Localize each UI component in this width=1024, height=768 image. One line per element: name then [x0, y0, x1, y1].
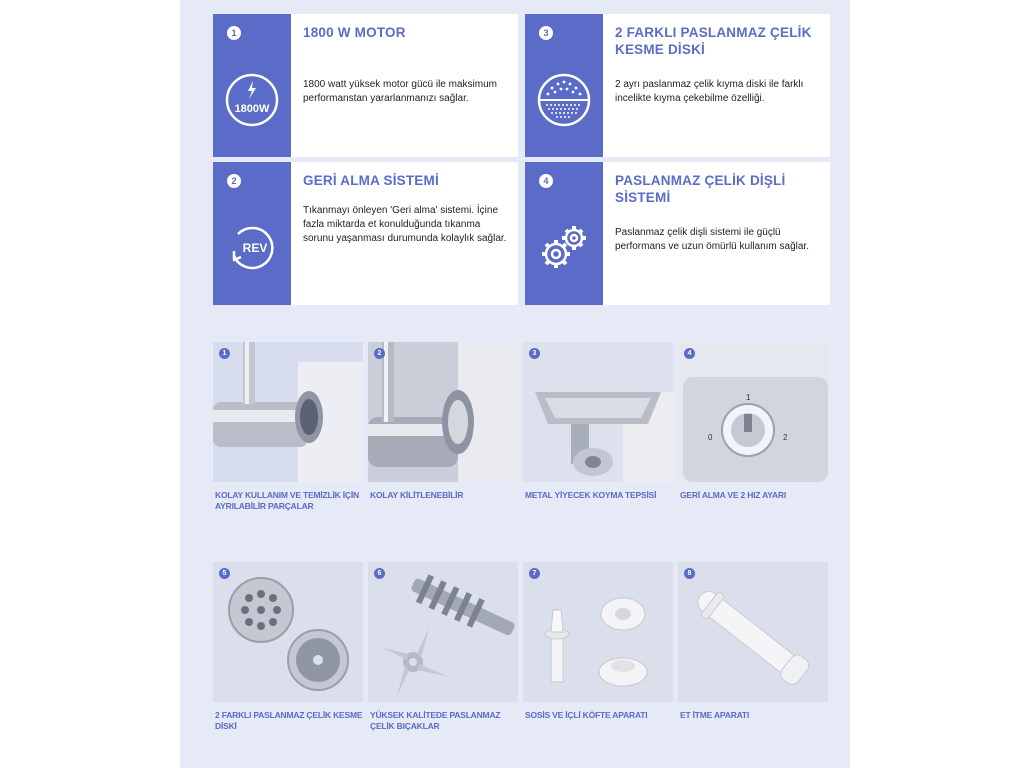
- product-caption: GERİ ALMA VE 2 HIZ AYARI: [680, 490, 787, 500]
- product-number: 3: [529, 348, 540, 359]
- product-caption: YÜKSEK KALİTEDE PASLANMAZ ÇELİK BIÇAKLAR: [370, 710, 501, 731]
- product-caption: ET İTME APARATI: [680, 710, 750, 720]
- feature-number: 1: [227, 26, 241, 40]
- feature-card-motor: [213, 14, 518, 157]
- feature-number: 2: [227, 174, 241, 188]
- product-photo: [368, 342, 518, 482]
- feature-number: 4: [539, 174, 553, 188]
- product-caption: KOLAY KULLANIM VE TEMİZLİK İÇİN AYRILABİLİR PARÇALAR: [215, 490, 359, 511]
- product-caption: KOLAY KİLİTLENEBİLİR: [370, 490, 464, 500]
- product-caption: 2 FARKLI PASLANMAZ ÇELİK KESME DİSKİ: [215, 710, 363, 731]
- feature-description: Tıkanmayı önleyen 'Geri alma' sistemi. İçine fazla miktarda et konulduğunda tıkanma sorunu yaşanması durumunda kolaylık sağlar.: [303, 205, 507, 244]
- cutting-disc-icon: [536, 72, 592, 128]
- feature-title: GERİ ALMA SİSTEMİ: [303, 173, 439, 188]
- product-photo: [678, 562, 828, 702]
- product-feature-panel: [180, 0, 850, 768]
- product-photo: [678, 342, 828, 482]
- feature-title: 1800 W MOTOR: [303, 25, 406, 40]
- feature-description: Paslanmaz çelik dişli sistemi ile güçlü performans ve uzun ömürlü kullanım sağlar.: [615, 227, 809, 252]
- feature-description: 2 ayrı paslanmaz çelik kıyma diski ile farklı incelikte kıyma çekebilme özelliği.: [615, 79, 804, 104]
- feature-card-gears: [525, 162, 830, 305]
- svg-text:2: 2: [783, 433, 788, 442]
- product-number: 2: [374, 348, 385, 359]
- product-caption: SOSİS VE İÇLİ KÖFTE APARATI: [525, 710, 648, 720]
- product-number: 1: [219, 348, 230, 359]
- feature-title: 2 FARKLI PASLANMAZ ÇELİK KESME DİSKİ: [615, 25, 812, 57]
- product-number: 6: [374, 568, 385, 579]
- product-number: 5: [219, 568, 230, 579]
- product-photo: [213, 342, 363, 482]
- feature-title: PASLANMAZ ÇELİK DİŞLİ SİSTEMİ: [615, 173, 786, 205]
- reverse-rev-icon: [224, 220, 280, 276]
- product-number: 8: [684, 568, 695, 579]
- product-number: 4: [684, 348, 695, 359]
- product-photo: [368, 562, 518, 702]
- svg-text:0: 0: [708, 433, 713, 442]
- reverse-icon-label: REV: [242, 241, 268, 255]
- product-caption: METAL YİYECEK KOYMA TEPSİSİ: [525, 490, 657, 500]
- feature-description: 1800 watt yüksek motor gücü ile maksimum performanstan yararlanmanızı sağlar.: [303, 79, 497, 104]
- product-photo: [523, 342, 673, 482]
- svg-text:1: 1: [746, 393, 751, 402]
- feature-number: 3: [539, 26, 553, 40]
- motor-icon-label: 1800W: [234, 103, 270, 115]
- lightning-1800w-icon: [224, 72, 280, 128]
- feature-card-cutting-disc: [525, 14, 830, 157]
- product-photo: [523, 562, 673, 702]
- gears-icon: [536, 220, 592, 276]
- product-photo: [213, 562, 363, 702]
- product-number: 7: [529, 568, 540, 579]
- feature-card-reverse: [213, 162, 518, 305]
